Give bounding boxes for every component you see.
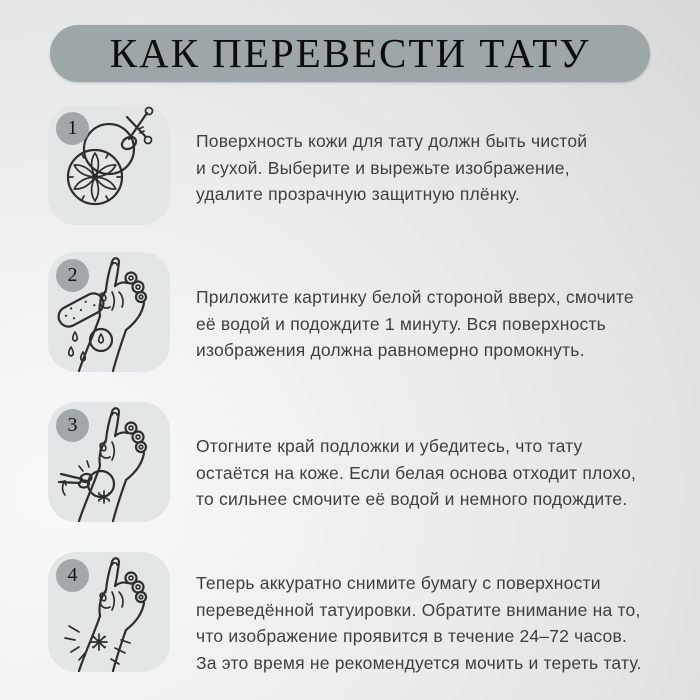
step-card-2 — [48, 252, 170, 372]
step-text-line: Теперь аккуратно снимите бумагу с поверхности — [196, 573, 601, 593]
step-text-line: то сильнее смочите её водой и немного подождите. — [196, 489, 628, 509]
step-card-1 — [48, 105, 170, 225]
title-banner — [50, 25, 650, 82]
step-text-line: и сухой. Выберите и вырежьте изображение, — [196, 157, 570, 178]
step-text-line: изображения должна равномерно промокнуть. — [196, 340, 585, 360]
step-text-line: удалите прозрачную защитную плёнку. — [196, 184, 521, 204]
page-title: КАК ПЕРЕВЕСТИ ТАТУ — [109, 30, 591, 76]
step-number-badge: 4 — [56, 559, 89, 592]
step-text-line: За это время не рекомендуется мочить и тереть тату. — [196, 652, 642, 673]
step-text-line: переведённой татуировки. Обратите внимание на то, — [196, 599, 641, 620]
step-text-line: Приложите картинку белой стороной вверх, смочите — [196, 287, 634, 307]
step-text-2 — [196, 284, 634, 364]
step-number-badge: 2 — [56, 259, 89, 292]
step-number-badge: 3 — [56, 409, 89, 442]
step-text-line: что изображение проявится в течение 24–72 часов. — [196, 626, 628, 646]
step-text-line: остаётся на коже. Если белая основа отходит плохо, — [196, 462, 637, 483]
step-text-line: Поверхность кожи для тату должн быть чистой — [196, 131, 588, 151]
step-text-3 — [196, 433, 636, 513]
step-text-line: Отогните край подложки и убедитесь, что тату — [196, 436, 583, 456]
step-text-1 — [196, 128, 587, 208]
step-card-4 — [48, 552, 170, 672]
step-number-badge: 1 — [56, 112, 89, 145]
step-card-3 — [48, 402, 170, 522]
step-text-line: её водой и подождите 1 минуту. Вся поверхность — [196, 313, 606, 334]
tattoo-flower-glyph — [91, 634, 107, 650]
step-text-4 — [196, 570, 642, 676]
